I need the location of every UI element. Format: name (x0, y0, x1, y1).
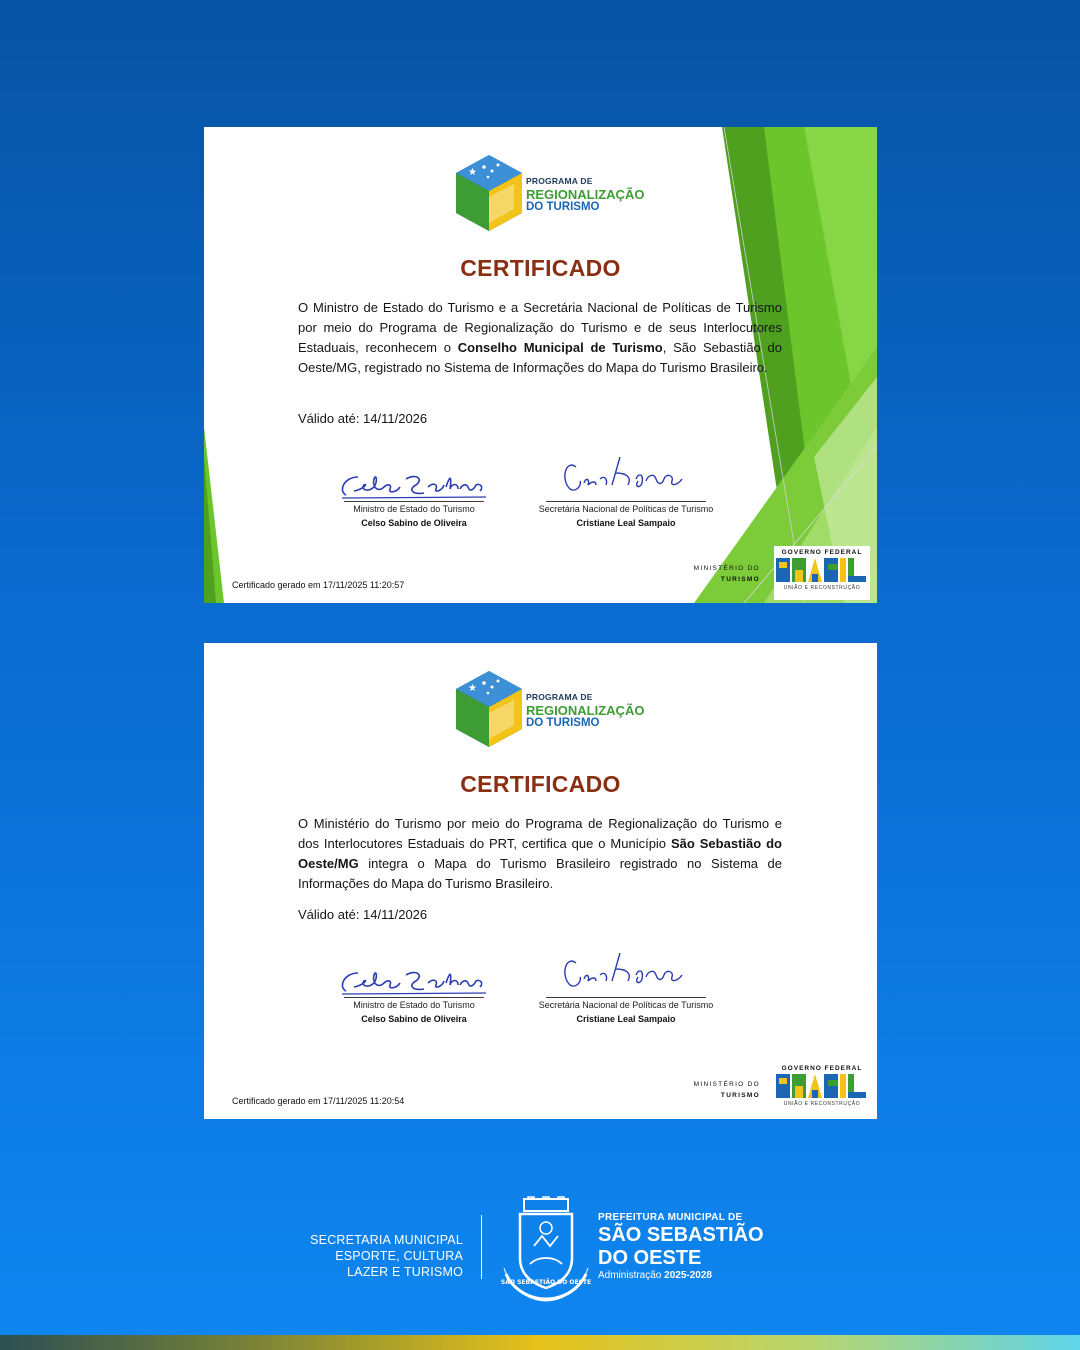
signature-secretary (516, 449, 736, 528)
body-text-part2: , São Sebastião do Oeste/MG, registrado no Sistema de Informações do Mapa do Turismo Brasileiro. (298, 340, 783, 375)
program-logo-line1: PROGRAMA DE (526, 692, 593, 702)
program-logo-icon (454, 153, 524, 243)
program-logo-line2: REGIONALIZAÇÃO (526, 702, 645, 718)
svg-text:★: ★ (468, 683, 477, 694)
program-logo-line1: PROGRAMA DE (526, 176, 593, 186)
ministerio-line1: MINISTÉRIO DO (693, 1081, 760, 1088)
secretaria-label (300, 1232, 463, 1280)
certificate-body (298, 298, 782, 378)
program-logo (454, 153, 645, 245)
crest-text: SÃO SEBASTIÃO DO OESTE (500, 1279, 592, 1286)
governo-federal-slogan: UNIÃO E RECONSTRUÇÃO (783, 585, 861, 591)
valid-until: Válido até: 14/11/2026 (298, 411, 428, 426)
signature-secretary-image (546, 449, 706, 501)
certificate-card-1 (204, 127, 877, 603)
ministerio-line2: TURISMO (720, 1092, 760, 1099)
generated-timestamp: Certificado gerado em 17/11/2025 11:20:57 (232, 580, 405, 590)
signature-minister-image (334, 961, 494, 997)
certificate-card-2 (204, 643, 877, 1119)
generated-timestamp: Certificado gerado em 17/11/2025 11:20:54 (232, 1096, 405, 1106)
signature-secretary-image (546, 945, 706, 997)
program-logo-icon (454, 669, 524, 759)
valid-until: Válido até: 14/11/2026 (298, 907, 428, 922)
signature-minister (304, 465, 524, 528)
program-logo-line3: DO TURISMO (526, 200, 600, 213)
prefeitura-small: PREFEITURA MUNICIPAL DE (598, 1212, 743, 1223)
governo-federal-label: GOVERNO FEDERAL (781, 1065, 863, 1072)
certificate-title: CERTIFICADO (460, 255, 621, 281)
signature-minister-image (334, 465, 494, 501)
ministerio-line2: TURISMO (720, 576, 760, 583)
secretaria-line2: ESPORTE, CULTURA (335, 1249, 463, 1263)
ministerio-line1: MINISTÉRIO DO (693, 565, 760, 572)
prefeitura-label (598, 1212, 764, 1281)
signature-minister-name: Celso Sabino de Oliveira (361, 1014, 467, 1024)
governo-federal-logo (774, 1062, 870, 1116)
signature-secretary-role: Secretária Nacional de Políticas de Turismo (538, 1000, 714, 1010)
admin-label: Administração (598, 1270, 662, 1281)
brasil-wordmark-icon (774, 556, 870, 584)
body-text-part1: O Ministro de Estado do Turismo e a Secretária Nacional de Políticas de Turismo por meio do Programa de Regionalização do Turismo e de seus Interlocutores Estaduais, reconhecem o (298, 300, 782, 355)
program-logo (454, 669, 645, 761)
governo-federal-logo (774, 546, 870, 600)
bottom-color-stripe (0, 1335, 1080, 1350)
body-text-part1: O Ministério do Turismo por meio do Programa de Regionalização do Turismo e dos Interlocutores Estaduais do PRT, certifica que o Município (298, 816, 782, 851)
signature-minister-name: Celso Sabino de Oliveira (361, 518, 467, 528)
secretaria-line1: SECRETARIA MUNICIPAL (310, 1233, 463, 1247)
signature-secretary (516, 945, 736, 1024)
governo-federal-slogan: UNIÃO E RECONSTRUÇÃO (783, 1101, 861, 1107)
administration-period (598, 1270, 764, 1281)
signature-secretary-role: Secretária Nacional de Políticas de Turismo (538, 504, 714, 514)
signature-secretary-name: Cristiane Leal Sampaio (576, 518, 676, 528)
body-text-part2: integra o Mapa do Turismo Brasileiro registrado no Sistema de Informações do Mapa do Turismo Brasileiro. (298, 856, 782, 891)
signature-secretary-name: Cristiane Leal Sampaio (576, 1014, 676, 1024)
footer-divider (481, 1215, 482, 1279)
secretaria-line3: LAZER E TURISMO (347, 1265, 463, 1279)
svg-text:★: ★ (468, 167, 477, 178)
municipal-crest-icon (494, 1196, 598, 1308)
body-text-bold: São Sebastião do Oeste/MG (298, 836, 782, 871)
signature-minister (304, 961, 524, 1024)
signature-minister-role: Ministro de Estado do Turismo (353, 1000, 475, 1010)
brasil-wordmark-icon (774, 1072, 870, 1100)
governo-federal-label: GOVERNO FEDERAL (781, 549, 863, 556)
prefeitura-name-line2: DO OESTE (598, 1247, 702, 1269)
program-logo-line2: REGIONALIZAÇÃO (526, 186, 645, 202)
prefeitura-name-line1: SÃO SEBASTIÃO (598, 1224, 764, 1246)
program-logo-line3: DO TURISMO (526, 716, 600, 729)
body-text-bold: Conselho Municipal de Turismo (457, 340, 663, 355)
ministerio-turismo-logo (694, 1079, 760, 1101)
certificate-body (298, 814, 782, 894)
certificate-title: CERTIFICADO (460, 771, 621, 797)
ministerio-turismo-logo (694, 563, 760, 585)
admin-years: 2025-2028 (664, 1270, 712, 1281)
signature-minister-role: Ministro de Estado do Turismo (353, 504, 475, 514)
